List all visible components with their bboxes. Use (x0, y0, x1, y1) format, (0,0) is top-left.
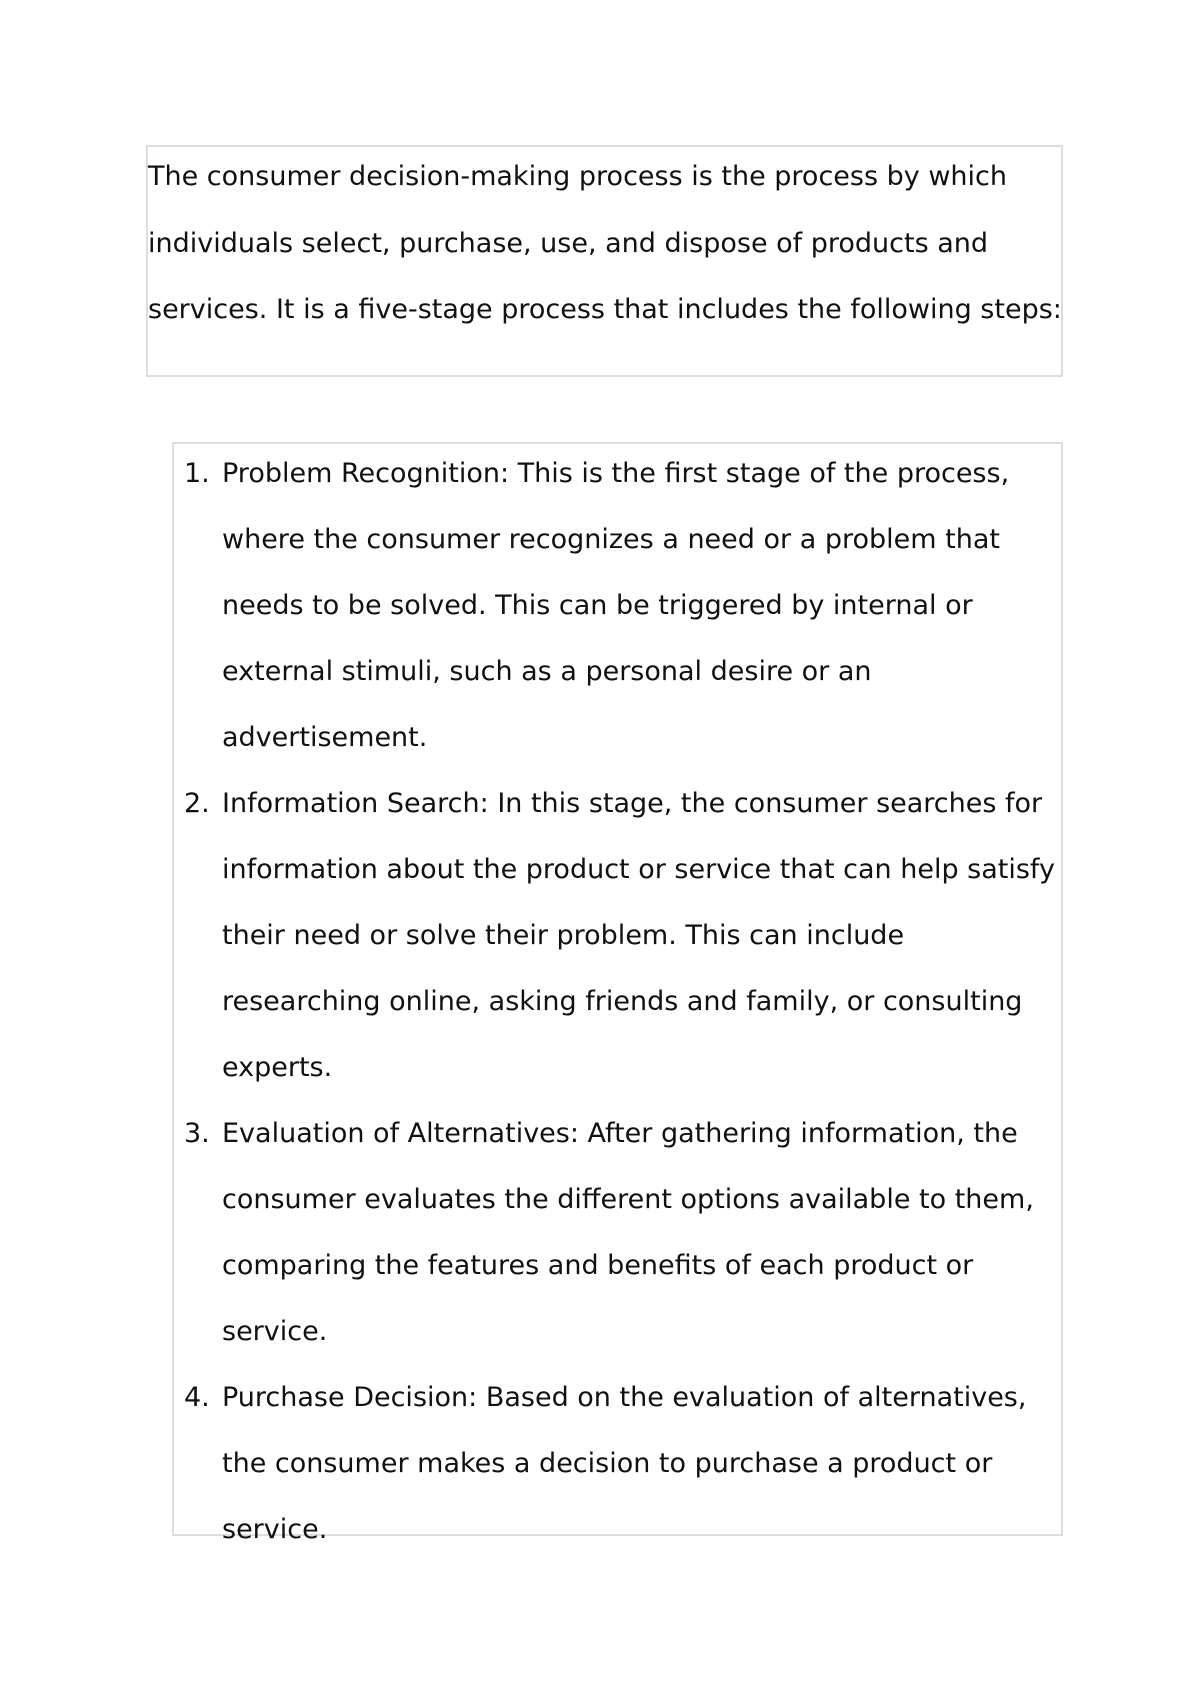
step-number: 3. (184, 1118, 210, 1149)
step-number: 1. (184, 458, 210, 489)
intro-text-box (146, 145, 1063, 377)
step-text: Information Search: In this stage, the consumer searches for information about the product or service that can help satisfy their need or solve their problem. This can include researching online, asking friends and family, or consulting experts. (222, 788, 1055, 1083)
step-text: Evaluation of Alternatives: After gathering information, the consumer evaluates the different options available to them, comparing the features and benefits of each product or service. (222, 1118, 1034, 1347)
step-text: Purchase Decision: Based on the evaluation of alternatives, the consumer makes a decision to purchase a product or service. (222, 1382, 1027, 1545)
step-text: Problem Recognition: This is the first stage of the process, where the consumer recognizes a need or a problem that needs to be solved. This can be triggered by internal or external stimuli, such as a personal desire or an advertisement. (222, 458, 1010, 753)
list-item (174, 1101, 1065, 1365)
list-item (174, 771, 1065, 1101)
steps-list (174, 441, 1065, 1563)
intro-paragraph: The consumer decision-making process is the process by which individuals select, purchase, use, and dispose of products and services. It is a five-stage process that includes the following steps: (148, 161, 1062, 325)
steps-list-box (172, 442, 1063, 1545)
list-item (174, 441, 1065, 771)
step-number: 4. (184, 1382, 210, 1413)
step-number: 2. (184, 788, 210, 819)
list-item (174, 1365, 1065, 1563)
